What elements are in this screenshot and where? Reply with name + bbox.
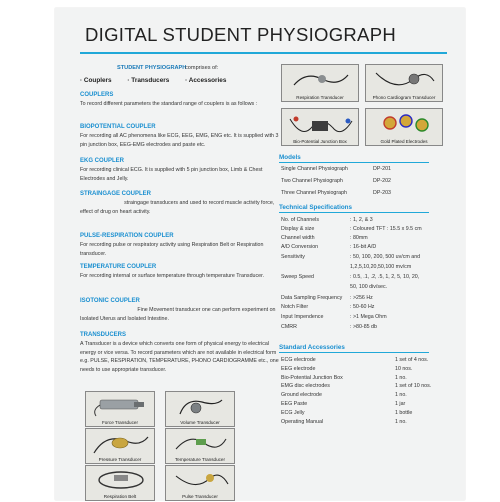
caption-pressure-transducer: Pressure Transducer bbox=[98, 457, 142, 462]
section-heading-pulse-respiration: PULSE-RESPIRATION COUPLER bbox=[80, 233, 174, 239]
model-name: Single Channel Physiograph bbox=[281, 166, 348, 172]
spec-label: Sensitivity bbox=[281, 254, 305, 260]
accessory-qty: 1 no. bbox=[395, 374, 407, 381]
caption-phono-cardiogram-transducer: Phono Cardiogram Transducer bbox=[372, 95, 436, 100]
page-title: DIGITAL STUDENT PHYSIOGRAPH bbox=[85, 24, 397, 45]
intro-lead: STUDENT PHYSIOGRAPH bbox=[117, 65, 187, 71]
spec-value: : 0.5, .1, .2, .5, 1, 2, 5, 10, 20, bbox=[350, 274, 420, 280]
spec-label: Data Sampling Frequency bbox=[281, 295, 343, 301]
section-text-isotonic: Fine Movement transducer one can perform experiment on Isolated Uterus and Isolated Intestine. bbox=[80, 307, 277, 322]
section-text-temperature: For recording internal or surface temperature through temperature Transducer. bbox=[80, 273, 265, 279]
spec-value: : 1, 2, & 3 bbox=[350, 217, 373, 223]
specs-heading: Technical Specifications bbox=[279, 204, 353, 211]
intro-bullets bbox=[80, 77, 240, 84]
accessory-qty: 1 set of 4 nos. bbox=[395, 357, 429, 363]
model-name: Three Channel Physiograph bbox=[281, 190, 347, 196]
photo-respiration-transducer bbox=[281, 64, 359, 102]
spec-value: : 80mm bbox=[350, 235, 368, 241]
spec-label: Notch Filter bbox=[281, 304, 309, 310]
spec-label: CMRR bbox=[281, 324, 297, 330]
accessories-rule bbox=[279, 352, 429, 353]
accessory-qty: 1 bottle bbox=[395, 409, 413, 416]
spec-value: 50, 100 div/sec. bbox=[350, 284, 388, 290]
section-text-ekg: For recording clinical ECG. It is supplied with 5 pin junction box, Limb & Chest Electrodes and Jelly. bbox=[80, 167, 263, 182]
photo-gold-plated-electrodes bbox=[365, 108, 443, 146]
spec-label: No. of Channels bbox=[281, 217, 319, 223]
spec-value: : Coloured TFT : 15.5 x 9.5 cm bbox=[350, 226, 422, 232]
section-text-straingage: straingage transducers and used to record muscle activity force, effect of drug on heart activity. bbox=[80, 200, 276, 215]
accessory-name: EEG Paste bbox=[281, 401, 308, 407]
bullet-transducers: · Transducers bbox=[127, 77, 170, 84]
spec-label: A/D Conversion bbox=[281, 244, 319, 250]
spec-label: Display & size bbox=[281, 226, 315, 232]
models-heading: Models bbox=[279, 154, 301, 161]
spec-label: Channel width bbox=[281, 235, 315, 241]
section-text-pulse-respiration: For recording pulse or respiratory activity using Respiration Belt or Respiration transducer. bbox=[80, 242, 264, 257]
photo-pressure-transducer bbox=[85, 428, 155, 464]
caption-volume-transducer: Volume Transducer bbox=[180, 420, 220, 425]
accessory-qty: 1 set of 10 nos. bbox=[395, 383, 432, 390]
spec-label: Sweep Speed bbox=[281, 274, 314, 280]
model-code: DP-202 bbox=[373, 178, 391, 184]
model-name: Two Channel Physiograph bbox=[281, 178, 343, 184]
brochure-page bbox=[55, 8, 465, 500]
photo-respiration-belt bbox=[85, 465, 155, 501]
bullet-couplers: · Couplers bbox=[80, 77, 112, 84]
spec-value: : >80-85 db bbox=[350, 324, 377, 330]
photo-phono-cardiogram-transducer bbox=[365, 64, 443, 102]
accessory-name: EEG electrode bbox=[281, 365, 316, 372]
photo-bio-potential-junction-box bbox=[281, 108, 359, 146]
accessory-qty: 1 no. bbox=[395, 392, 407, 399]
spec-value: 1,2,5,10,20,50,100 mv/cm bbox=[350, 264, 412, 270]
section-text-biopotential: For recording all AC phenomena like ECG, EEG, EMG, ENG etc. It is supplied with 3 pin junction box, EEG-EMG electrodes and paste etc. bbox=[80, 133, 279, 148]
caption-gold-plated-electrodes: Gold Plated Electrodes bbox=[380, 139, 428, 144]
caption-bio-potential-junction-box: Bio-Potential Junction Box bbox=[293, 139, 347, 144]
spec-value: : 50-60 Hz bbox=[350, 304, 375, 310]
caption-respiration-belt: Respiration Belt bbox=[103, 494, 137, 499]
caption-respiration-transducer: Respiration Transducer bbox=[296, 95, 344, 100]
specs-rule bbox=[279, 212, 429, 213]
accessory-name: Operating Manual bbox=[281, 418, 324, 425]
accessory-qty: 1 no. bbox=[395, 418, 407, 425]
caption-pulse-transducer: Pulse Transducer bbox=[182, 494, 218, 499]
spec-value: : >1 Mega Ohm bbox=[350, 314, 387, 320]
section-heading-temperature: TEMPERATURE COUPLER bbox=[80, 264, 157, 270]
spec-value: : 50, 100, 200, 500 uv/cm and bbox=[350, 254, 421, 260]
section-text-transducers: A Transducer is a device which converts one form of physical energy to electrical energy or vice versa. To record parameters which are not available in electrical form e.g. PULSE, RESPIRATION, TEMPERATURE, PHONO CARDIOGRAMME etc., one needs to use appropriate transducer. bbox=[80, 341, 279, 373]
photo-pulse-transducer bbox=[165, 465, 235, 501]
spec-value: : 16-bit A/D bbox=[350, 244, 377, 250]
bullet-accessories: · Accessories bbox=[185, 77, 227, 84]
spec-label: Input Impendence bbox=[281, 314, 324, 320]
accessory-qty: 1 jar bbox=[395, 401, 406, 407]
photo-temperature-transducer bbox=[165, 428, 235, 464]
photo-force-transducer bbox=[85, 391, 155, 427]
section-heading-transducers: TRANSDUCERS bbox=[80, 332, 127, 338]
intro-rest: comprises of: bbox=[185, 65, 219, 71]
model-code: DP-203 bbox=[373, 190, 391, 196]
model-code: DP-201 bbox=[373, 166, 391, 172]
caption-force-transducer: Force Transducer bbox=[102, 420, 138, 425]
accessory-name: Ground electrode bbox=[281, 392, 322, 399]
section-heading-biopotential: BIOPOTENTIAL COUPLER bbox=[80, 124, 156, 130]
accessory-name: ECG electrode bbox=[281, 357, 316, 363]
section-text-couplers: To record different parameters the standard range of couplers is as follows : bbox=[80, 101, 258, 107]
models-rule bbox=[279, 162, 429, 163]
accessory-name: Bio-Potential Junction Box bbox=[281, 374, 343, 381]
accessory-qty: 10 nos. bbox=[395, 365, 413, 372]
section-heading-isotonic: ISOTONIC COUPLER bbox=[80, 298, 140, 304]
photo-volume-transducer bbox=[165, 391, 235, 427]
section-heading-couplers: COUPLERS bbox=[80, 92, 114, 98]
accessory-name: EMG disc electrodes bbox=[281, 383, 330, 390]
spec-value: : >256 Hz bbox=[350, 295, 373, 301]
section-heading-straingage: STRAINGAGE COUPLER bbox=[80, 191, 152, 197]
accessory-name: ECG Jelly bbox=[281, 409, 305, 416]
caption-temperature-transducer: Temperature Transducer bbox=[174, 457, 226, 462]
section-heading-ekg: EKG COUPLER bbox=[80, 158, 125, 164]
accessories-heading: Standard Accessories bbox=[279, 344, 345, 351]
title-rule bbox=[80, 52, 447, 54]
